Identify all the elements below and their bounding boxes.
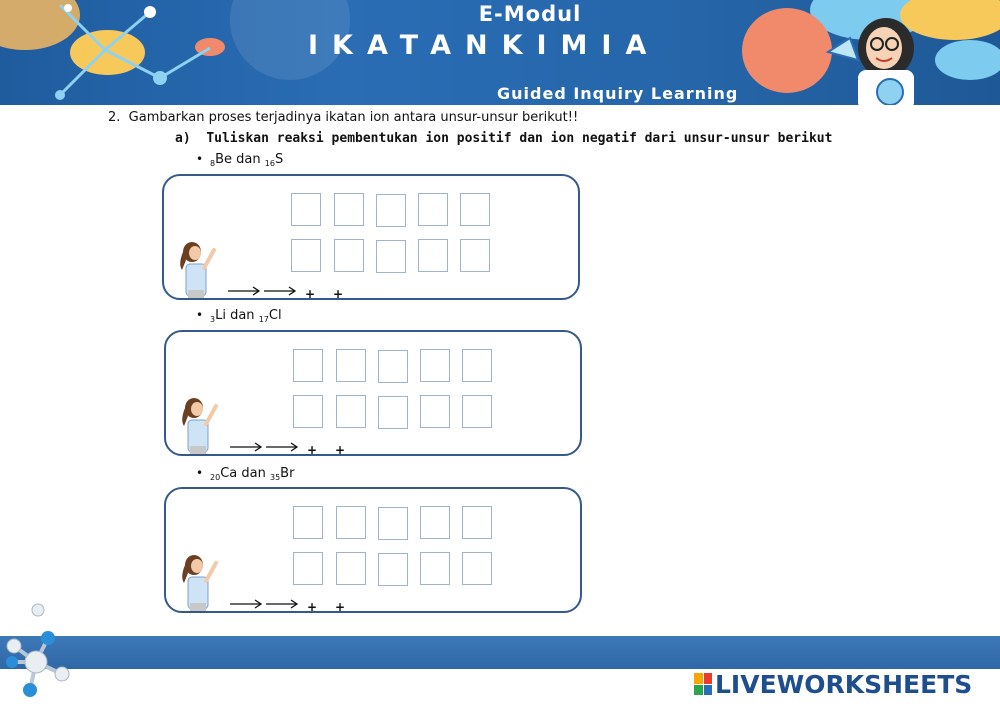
answer-box[interactable]	[462, 395, 492, 428]
question-text: Gambarkan proses terjadinya ikatan ion antara unsur-unsur berikut!!	[128, 110, 579, 125]
atomic-number: 8	[210, 159, 216, 168]
plus-sign: +	[307, 443, 318, 457]
answer-box[interactable]	[420, 552, 450, 585]
answer-box[interactable]	[291, 193, 321, 226]
bullet-item-3	[196, 466, 294, 482]
header-title-top: E-Modul	[478, 2, 582, 26]
atomic-number: 3	[210, 315, 216, 324]
answer-panel-1	[162, 174, 580, 300]
answer-box[interactable]	[334, 239, 364, 272]
answer-box[interactable]	[293, 349, 323, 382]
answer-box[interactable]	[336, 506, 366, 539]
student-writing-icon	[174, 238, 220, 300]
answer-box[interactable]	[378, 396, 408, 429]
element-symbol: S	[274, 152, 284, 167]
plus-sign: +	[335, 443, 346, 457]
element-symbol: Br	[280, 466, 295, 481]
bullet-item-1	[196, 152, 283, 168]
answer-box[interactable]	[418, 193, 448, 226]
answer-box[interactable]	[460, 193, 490, 226]
conjunction: dan	[236, 152, 261, 167]
footer-bar	[0, 636, 1000, 669]
molecule-decor-icon	[0, 0, 260, 105]
liveworksheets-badge-icon	[694, 673, 712, 695]
part-a-label: a)	[175, 131, 191, 146]
reaction-arrows-icon	[228, 440, 308, 454]
student-writing-icon	[176, 394, 222, 456]
answer-box[interactable]	[336, 552, 366, 585]
element-symbol: Li	[215, 308, 226, 323]
answer-box[interactable]	[420, 506, 450, 539]
answer-box[interactable]	[336, 395, 366, 428]
element-symbol: Ca	[220, 466, 238, 481]
conjunction: dan	[241, 466, 266, 481]
plus-sign: +	[333, 287, 344, 301]
scientist-girl-icon	[820, 0, 950, 105]
header-title-main: IKATANKIMIA	[308, 30, 661, 61]
question-number: 2.	[108, 110, 121, 125]
answer-box[interactable]	[378, 553, 408, 586]
answer-box[interactable]	[334, 193, 364, 226]
reaction-arrows-icon	[226, 284, 306, 298]
answer-box[interactable]	[460, 239, 490, 272]
answer-box[interactable]	[293, 552, 323, 585]
atomic-number: 16	[264, 159, 275, 168]
student-writing-icon	[176, 551, 222, 613]
atomic-number: 17	[258, 315, 269, 324]
answer-box[interactable]	[378, 350, 408, 383]
question-line	[108, 110, 578, 125]
bullet-item-2	[196, 308, 282, 324]
plus-sign: +	[335, 600, 346, 614]
answer-box[interactable]	[462, 506, 492, 539]
answer-box[interactable]	[293, 395, 323, 428]
atomic-number: 35	[269, 473, 281, 482]
answer-box[interactable]	[418, 239, 448, 272]
answer-panel-2	[164, 330, 582, 456]
plus-sign: +	[305, 287, 316, 301]
answer-box[interactable]	[462, 349, 492, 382]
bullet-dot-icon: •	[196, 152, 204, 166]
decor-blob	[742, 8, 832, 93]
answer-box[interactable]	[462, 552, 492, 585]
reaction-arrows-icon	[228, 597, 308, 611]
answer-box[interactable]	[336, 349, 366, 382]
header-subtitle: Guided Inquiry Learning	[497, 84, 739, 103]
part-a-line	[175, 131, 832, 146]
answer-box[interactable]	[291, 239, 321, 272]
header-banner	[0, 0, 1000, 105]
bullet-dot-icon: •	[196, 308, 204, 322]
conjunction: dan	[230, 308, 255, 323]
molecule-model-icon	[0, 598, 80, 703]
element-symbol: Be	[215, 152, 233, 167]
answer-box[interactable]	[420, 395, 450, 428]
part-a-text: Tuliskan reaksi pembentukan ion positif dan ion negatif dari unsur-unsur berikut	[206, 131, 833, 146]
answer-box[interactable]	[376, 240, 406, 273]
answer-box[interactable]	[420, 349, 450, 382]
liveworksheets-logo[interactable]	[694, 667, 972, 701]
answer-panel-3	[164, 487, 582, 613]
answer-box[interactable]	[376, 194, 406, 227]
plus-sign: +	[307, 600, 318, 614]
answer-box[interactable]	[293, 506, 323, 539]
atomic-number: 20	[210, 473, 221, 482]
element-symbol: Cl	[268, 308, 282, 323]
bullet-dot-icon: •	[196, 466, 204, 480]
liveworksheets-brand: LIVEWORKSHEETS	[715, 669, 973, 699]
answer-box[interactable]	[378, 507, 408, 540]
